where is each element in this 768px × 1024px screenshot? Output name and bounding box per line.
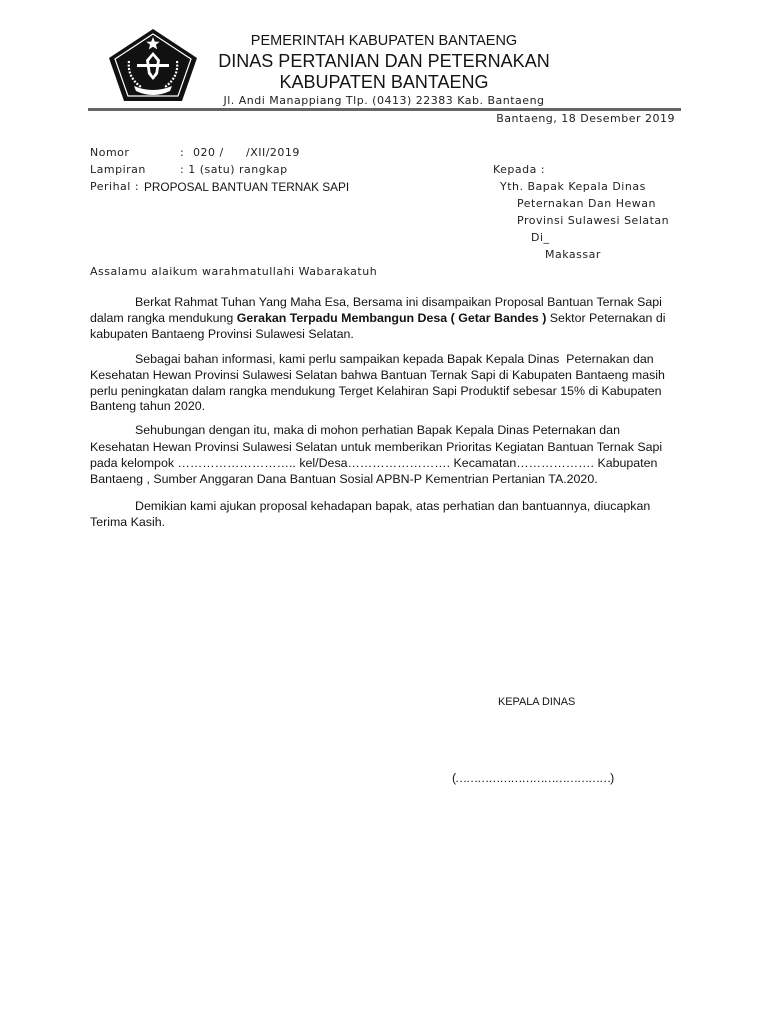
lampiran-value: : 1 (satu) rangkap [180,163,288,176]
paragraph-1-text: dalam rangka mendukung [90,311,237,325]
paragraph-1-line: kabupaten Bantaeng Provinsi Sulawesi Selatan. [90,327,354,341]
recipient-line: Yth. Bapak Kepala Dinas [500,180,646,193]
paragraph-2-line: Kesehatan Hewan Provinsi Sulawesi Selatan bahwa Bantuan Ternak Sapi di Kabupaten Bantaeng masih [90,368,665,382]
nomor-suffix: /XII/2019 [246,146,300,159]
paragraph-3-line: Sehubungan dengan itu, maka di mohon perhatian Bapak Kepala Dinas Peternakan dan [135,423,620,437]
paragraph-4-line: Demikian kami ajukan proposal kehadapan bapak, atas perhatian dan bantuannya, diucapkan [135,499,651,513]
signatory-name-placeholder: (……………………………………) [452,771,613,785]
nomor-colon: : [180,146,185,159]
recipient-line: Di_ [531,231,550,244]
paragraph-2-line: Sebagai bahan informasi, kami perlu sampaikan kepada Bapak Kepala Dinas Peternakan dan [135,352,654,366]
government-name: PEMERINTAH KABUPATEN BANTAENG [250,33,518,49]
paragraph-1-line: Berkat Rahmat Tuhan Yang Maha Esa, Bersama ini disampaikan Proposal Bantuan Ternak Sapi [135,295,662,309]
paragraph-3-line: Kesehatan Hewan Provinsi Sulawesi Selatan untuk memberikan Prioritas Kegiatan Bantuan Ternak Sapi [90,440,663,454]
office-address: Jl. Andi Manappiang Tlp. (0413) 22383 Kab. Bantaeng [223,94,545,107]
nomor-value: 020 / [193,146,224,159]
paragraph-1-line [90,310,666,326]
agency-name: DINAS PERTANIAN DAN PETERNAKAN [218,51,550,71]
letterhead-divider [88,108,681,111]
nomor-label: Nomor [90,146,130,159]
signatory-title: KEPALA DINAS [498,696,576,708]
perihal-label: Perihal : [90,180,140,193]
paragraph-4-line: Terima Kasih. [90,515,166,529]
letter-date: Bantaeng, 18 Desember 2019 [496,112,675,125]
recipient-label: Kepada : [493,163,546,176]
regency-name: KABUPATEN BANTAENG [279,72,489,92]
recipient-line: Provinsi Sulawesi Selatan [517,214,670,227]
paragraph-3-line: Bantaeng , Sumber Anggaran Dana Bantuan Sosial APBN-P Kementrian Pertanian TA.2020. [90,472,598,486]
paragraph-2-line: Banteng tahun 2020. [90,399,206,413]
program-name-bold: Gerakan Terpadu Membangun Desa ( Getar Bandes ) [236,311,547,325]
paragraph-2-line: perlu peningkatan dalam rangka mendukung Terget Kelahiran Sapi Produktif sebesar 15% di Kabupaten [90,384,662,398]
recipient-line: Peternakan Dan Hewan [517,197,656,210]
paragraph-1-text: Sektor Peternakan di [546,311,666,325]
greeting: Assalamu alaikum warahmatullahi Wabarakatuh [90,265,378,278]
lampiran-label: Lampiran [90,163,146,176]
paragraph-3-line: pada kelompok ……………………….. kel/Desa……………………. Kecamatan………………. Kabupaten [90,456,658,470]
perihal-value: PROPOSAL BANTUAN TERNAK SAPI [144,180,350,194]
recipient-city: Makassar [545,248,601,261]
